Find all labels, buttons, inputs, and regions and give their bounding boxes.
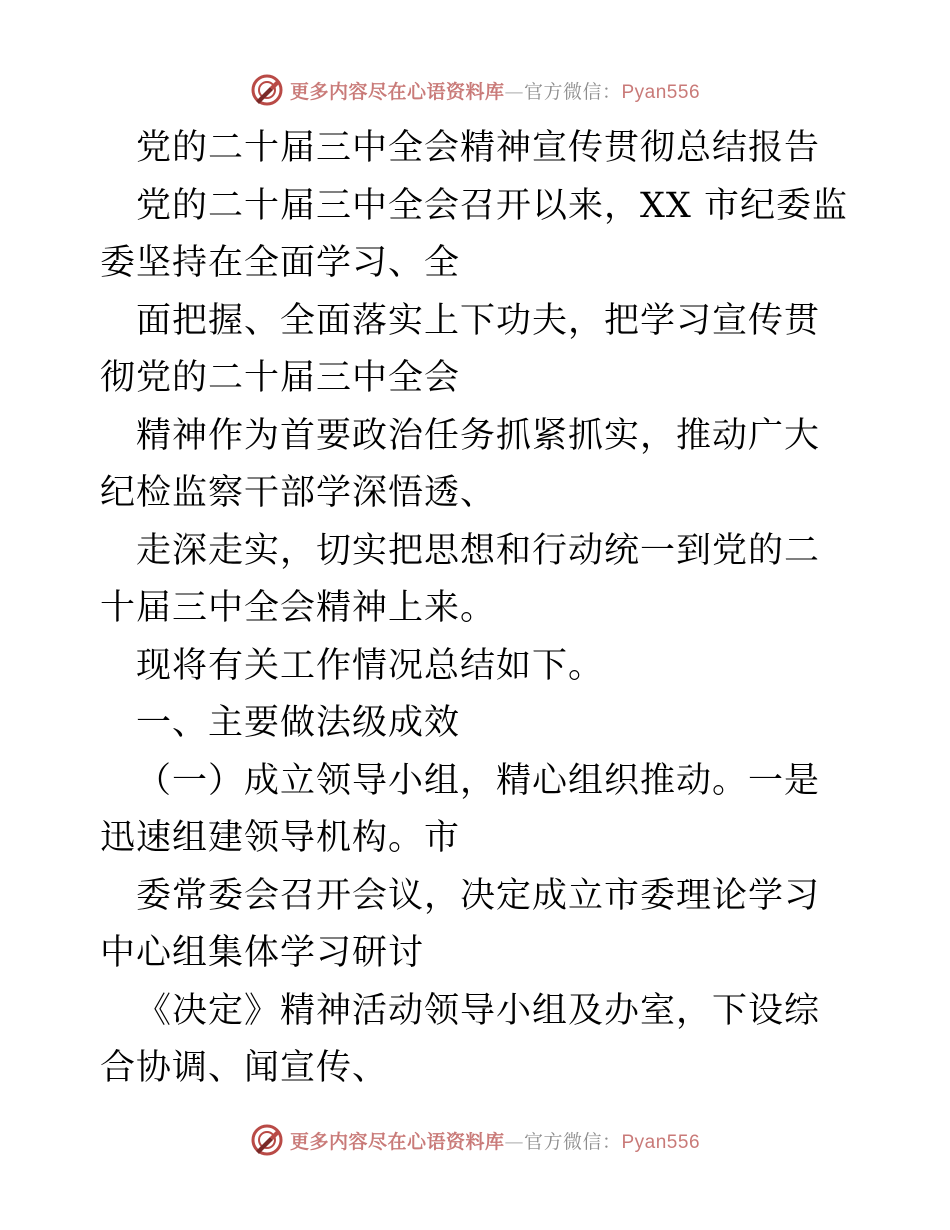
paragraph-line: 面把握、全面落实上下功夫，把学习宣传贯彻党的二十届三中全会 (100, 300, 821, 398)
watermark-separator: — (504, 1130, 524, 1153)
logo-icon (250, 1123, 284, 1157)
watermark-wechat-id: Pyan556 (621, 1131, 701, 1153)
watermark-text (290, 1127, 700, 1154)
watermark-text (290, 77, 700, 104)
paragraph-line: 精神作为首要政治任务抓紧抓实，推动广大纪检监察干部学深悟透、 (100, 415, 821, 513)
watermark-official-label: 官方微信： (523, 80, 622, 103)
paragraph-line: （一）成立领导小组，精心组织推动。一是迅速组建领导机构。市 (100, 760, 821, 858)
watermark-footer (0, 1120, 950, 1160)
document-title: 党的二十届三中全会精神宣传贯彻总结报告 (136, 128, 821, 168)
watermark-site: 更多内容尽在心语资料库 (289, 1130, 505, 1153)
watermark-separator: — (504, 80, 524, 103)
watermark-official-label: 官方微信： (523, 1130, 622, 1153)
paragraph-line: 委常委会召开会议，决定成立市委理论学习中心组集体学习研讨 (100, 875, 821, 973)
paragraph-intro: 党的二十届三中全会召开以来，XX 市纪委监委坚持在全面学习、全 (100, 185, 848, 283)
section-heading: 一、主要做法级成效 (136, 703, 461, 743)
paragraph-line: 现将有关工作情况总结如下。 (136, 645, 605, 686)
watermark-header (0, 70, 950, 110)
document-body (100, 120, 852, 1098)
paragraph-line: 走深走实，切实把思想和行动统一到党的二十届三中全会精神上来。 (100, 530, 821, 628)
watermark-wechat-id: Pyan556 (621, 81, 701, 103)
paragraph-line: 《决定》精神活动领导小组及办室，下设综合协调、闻宣传、 (100, 990, 821, 1088)
logo-icon (250, 73, 284, 107)
watermark-site: 更多内容尽在心语资料库 (289, 80, 505, 103)
